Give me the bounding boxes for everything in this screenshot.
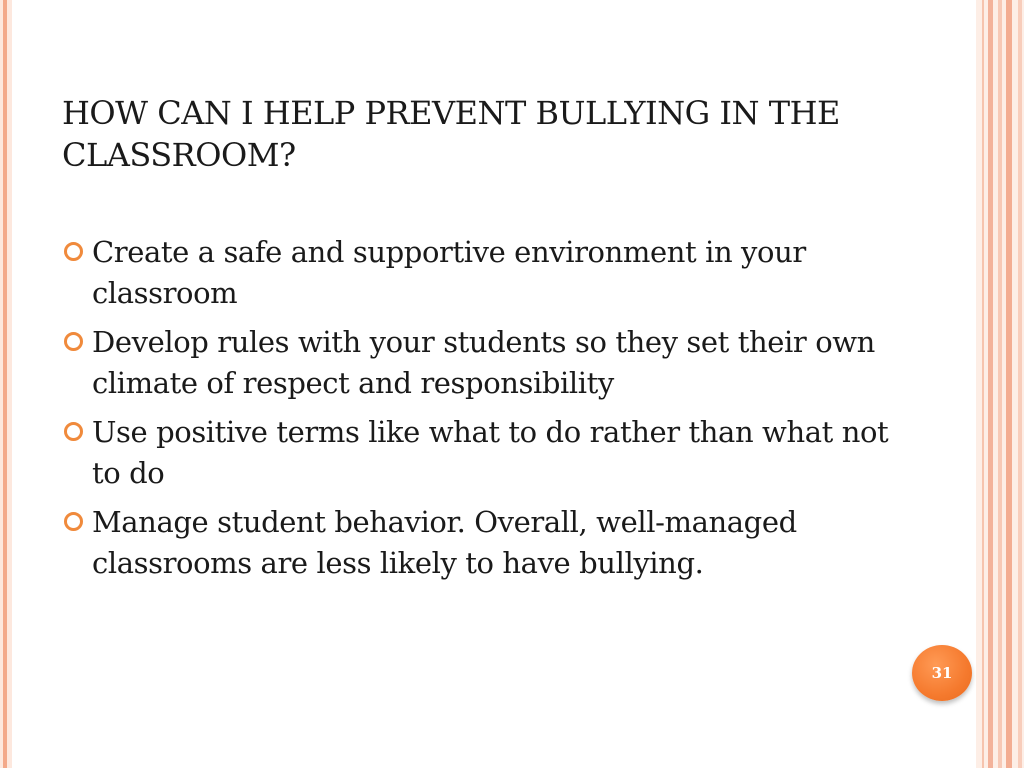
bullet-list — [62, 232, 912, 592]
circle-outline-icon — [64, 242, 83, 261]
page-number-badge — [912, 645, 972, 701]
bullet-item — [62, 322, 912, 404]
left-border-line — [3, 0, 7, 768]
bullet-text: Use positive terms like what to do rather than what not to do — [92, 415, 889, 490]
right-stripe — [998, 0, 1002, 768]
page-number: 31 — [931, 664, 953, 682]
bullet-item — [62, 232, 912, 314]
circle-outline-icon — [64, 422, 83, 441]
right-stripe — [1006, 0, 1012, 768]
bullet-item — [62, 412, 912, 494]
bullet-item — [62, 502, 912, 584]
right-stripe — [982, 0, 984, 768]
bullet-text: Create a safe and supportive environment in your classroom — [92, 235, 806, 310]
left-border-stripe — [0, 0, 12, 768]
circle-outline-icon — [64, 512, 83, 531]
bullet-text: Manage student behavior. Overall, well-managed classrooms are less likely to have bullying. — [92, 505, 797, 580]
slide-title: HOW CAN I HELP PREVENT BULLYING IN THE CLASSROOM? — [62, 94, 840, 174]
right-stripe — [988, 0, 993, 768]
circle-outline-icon — [64, 332, 83, 351]
right-stripe — [1018, 0, 1022, 768]
bullet-text: Develop rules with your students so they set their own climate of respect and responsibility — [92, 325, 875, 400]
